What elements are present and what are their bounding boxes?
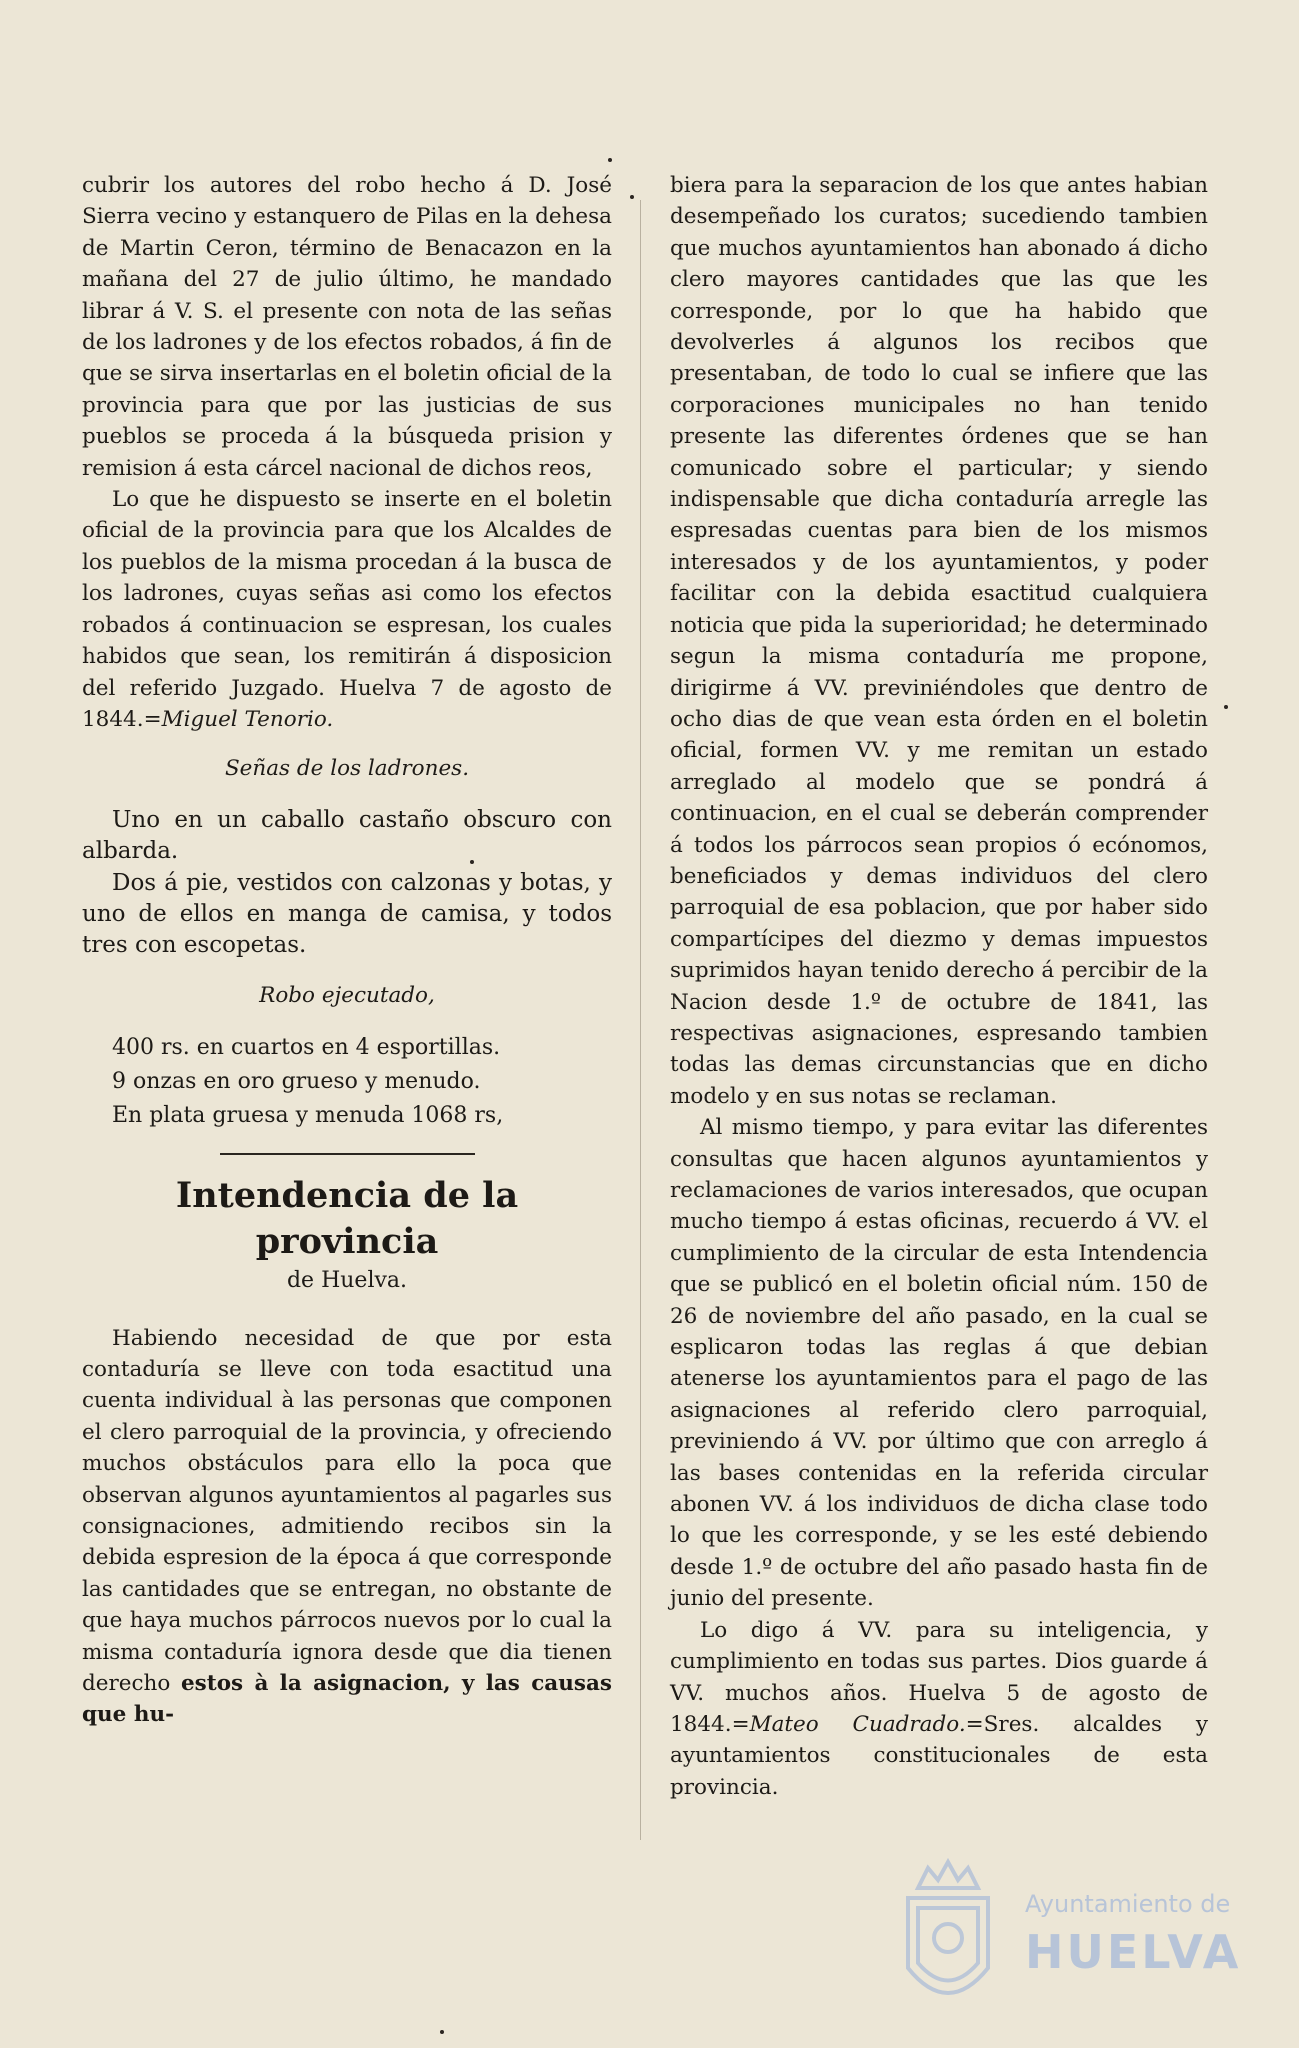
senas-item-2: Dos á pie, vestidos con calzonas y botas, y uno de ellos en manga de camisa, y todos tres con escopetas.	[82, 869, 612, 959]
robo-item: En plata gruesa y menuda 1068 rs,	[112, 1103, 504, 1129]
robo-item: 400 rs. en cuartos en 4 esportillas.	[112, 1035, 501, 1061]
left-paragraph-3-text: Habiendo necesidad de que por esta contaduría se lleve con toda esactitud una cuenta individual à las personas que componen el clero parroquial de la provincia, y ofreciendo muchos obstáculos para ello la poca que observan algunos ayuntamientos al pagarles sus consignaciones, admitiendo recibos sin la debida espresion de la época á que corresponde las cantidades que se entregan, no obstante de que haya muchos párrocos nuevos por lo cual la misma contaduría ignora desde que dia tienen derecho	[82, 1325, 612, 1697]
left-paragraph-1: cubrir los autores del robo hecho á D. José Sierra vecino y estanquero de Pilas en la dehesa de Martin Ceron, término de Benacazon en la mañana del 27 de julio último, he mandado librar á V. S. el presente con nota de las señas de los ladrones y de los efectos robados, á fin de que se sirva insertarlas en el boletin oficial de la provincia para que por las justicias de sus pueblos se proceda á la búsqueda prision y remision á esta cárcel nacional de dichos reos,	[82, 173, 612, 481]
watermark-line-2: HUELVA	[1025, 1925, 1242, 1979]
left-paragraph-2-text: Lo que he dispuesto se inserte en el boletin oficial de la provincia para que los Alcaldes de los pueblos de la misma procedan á la busca de los ladrones, cuyas señas asi como los efectos robados á continuacion se espresan, los cuales habidos que sean, los remitirán á disposicion del referido Juzgado. Huelva 7 de agosto de 1844.	[82, 487, 612, 732]
print-speck	[440, 2030, 444, 2034]
senas-item-1: Uno en un caballo castaño obscuro con albarda.	[82, 806, 612, 865]
left-paragraph-3-bold-end: estos à la asignacion, y las causas que hu-	[82, 1671, 612, 1728]
watermark-line-1: Ayuntamiento de	[1025, 1890, 1231, 1918]
signature-cuadrado: =Mateo Cuadrado.	[731, 1711, 966, 1737]
right-paragraph-1: biera para la separacion de los que antes habian desempeñado los curatos; sucediendo tambien que muchos ayuntamientos han abonado á dicho clero mayores cantidades que las que les corresponde, por lo que ha habido que devolverles á algunos los recibos que presentaban, de todo lo cual se infiere que las corporaciones municipales no han tenido presente las diferentes órdenes que se han comunicado sobre el particular; y siendo indispensable que dicha contaduría arregle las espresadas cuentas para bien de los mismos interesados y de los ayuntamientos, y poder facilitar con la debida esactitud cualquiera noticia que pida la superioridad; he determinado segun la misma contaduría me propone, dirigirme á VV. previniéndoles que dentro de ocho dias de que vean esta órden en el boletin oficial, formen VV. y me remitan un estado arreglado al modelo que se pondrá á continuacion, en el cual se deberán comprender á todos los párrocos sean propios ó ecónomos, beneficiados y demas individuos del clero parroquial de esa poblacion, que por haber sido compartícipes del diezmo y demas impuestos suprimidos hayan tenido derecho á percibir de la Nacion desde 1.º de octubre de 1841, las respectivas asignaciones, espresando tambien todas las demas circunstancias que en dicho modelo y en sus notas se reclaman.	[670, 173, 1208, 1109]
print-speck	[608, 158, 612, 162]
robo-heading: Robo ejecutado,	[259, 982, 435, 1008]
robo-item: 9 onzas en oro grueso y menudo.	[112, 1069, 481, 1095]
section-separator	[220, 1153, 475, 1155]
left-paragraph-3	[82, 1323, 612, 1731]
senas-heading: Señas de los ladrones.	[224, 756, 470, 782]
print-speck	[1224, 705, 1228, 709]
right-column	[670, 170, 1208, 1803]
right-paragraph-3	[670, 1615, 1208, 1803]
coat-of-arms-watermark-icon	[888, 1848, 1008, 2028]
section-title: Intendencia de la provincia	[175, 1175, 519, 1263]
signature-tenorio: =Miguel Tenorio.	[143, 706, 334, 732]
right-paragraph-3-tail: =Sres. alcaldes y ayuntamientos constitucionales de esta provincia.	[670, 1711, 1208, 1800]
right-paragraph-3-text: Lo digo á VV. para su inteligencia, y cumplimiento en todas sus partes. Dios guarde á VV. muchos años. Huelva 5 de agosto de 1844.	[670, 1617, 1208, 1737]
section-subtitle: de Huelva.	[286, 1268, 408, 1294]
print-speck	[630, 195, 634, 199]
right-paragraph-2: Al mismo tiempo, y para evitar las diferentes consultas que hacen algunos ayuntamientos y reclamaciones de varios interesados, que ocupan mucho tiempo á estas oficinas, recuerdo á VV. el cumplimiento de la circular de esta Intendencia que se publicó en el boletin oficial núm. 150 de 26 de noviembre del año pasado, en la cual se esplicaron todas las reglas á que debian atenerse los ayuntamientos para el pago de las asignaciones al referido clero parroquial, previniendo á VV. por último que con arreglo á las bases contenidas en la referida circular abonen VV. á los individuos de dicha clase todo lo que les corresponde, y se les esté debiendo desde 1.º de octubre del año pasado hasta fin de junio del presente.	[670, 1115, 1208, 1612]
left-paragraph-2	[82, 484, 612, 735]
robo-list	[82, 1031, 612, 1133]
print-speck	[470, 860, 474, 864]
column-divider	[640, 200, 641, 1840]
left-column	[82, 170, 612, 1731]
